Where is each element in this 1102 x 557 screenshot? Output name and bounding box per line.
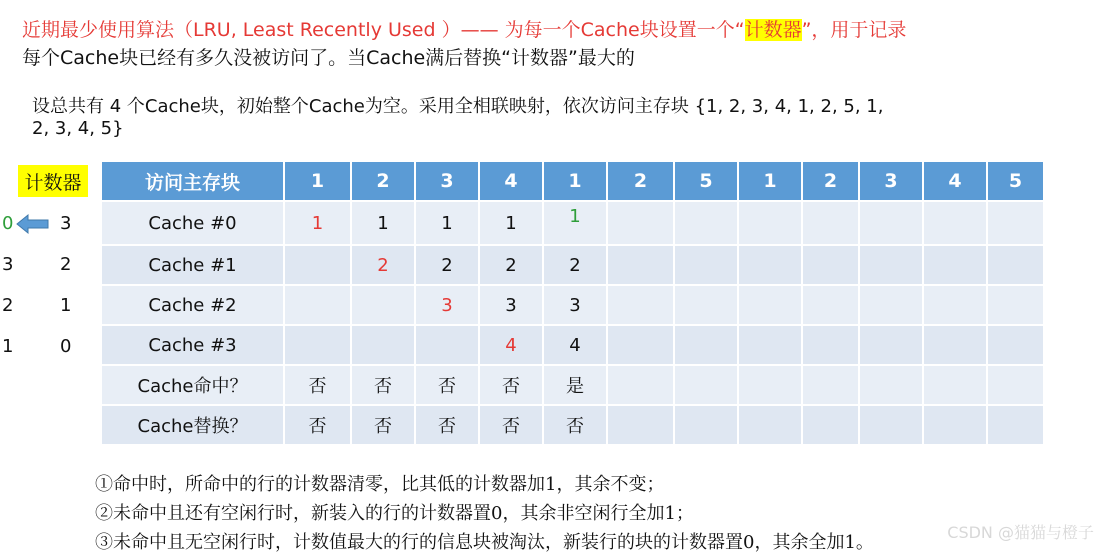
access-block-11: 4 — [924, 162, 986, 200]
table-cell — [739, 326, 801, 364]
table-cell — [860, 202, 922, 244]
table-cell — [860, 246, 922, 284]
lru-term: LRU, Least Recently Used — [193, 19, 436, 41]
counter-old-value: 1 — [2, 336, 14, 357]
table-cell: 1 — [352, 202, 414, 244]
table-cell — [675, 202, 737, 244]
cache-replace-row — [102, 406, 1043, 444]
table-cell — [608, 286, 673, 324]
table-cell: 2 — [416, 246, 478, 284]
cache-line-0 — [102, 202, 1043, 244]
table-cell — [988, 406, 1043, 444]
access-block-7: 5 — [675, 162, 737, 200]
counter-row — [0, 327, 100, 367]
table-cell — [352, 286, 414, 324]
table-cell: 1 — [416, 202, 478, 244]
row-label: Cache #0 — [102, 202, 283, 244]
table-cell — [608, 326, 673, 364]
table-cell: 3 — [480, 286, 542, 324]
table-cell — [988, 246, 1043, 284]
table-header-row — [102, 162, 1043, 200]
table-cell: 否 — [285, 406, 350, 444]
table-cell — [675, 286, 737, 324]
intro-mid: ）—— 为每一个Cache块设置一个“ — [435, 19, 745, 41]
access-block-1: 1 — [285, 162, 350, 200]
counter-new-value: 2 — [60, 254, 72, 275]
table-cell — [608, 366, 673, 404]
left-arrow-icon — [16, 213, 50, 235]
cache-line-3 — [102, 326, 1043, 364]
table-cell: 否 — [480, 406, 542, 444]
table-cell: 是 — [544, 366, 606, 404]
table-cell — [739, 366, 801, 404]
table-cell: 3 — [544, 286, 606, 324]
intro-prefix: 近期最少使用算法（ — [22, 19, 194, 41]
table-cell: 2 — [480, 246, 542, 284]
table-cell — [924, 202, 986, 244]
table-cell — [860, 406, 922, 444]
access-block-10: 3 — [860, 162, 922, 200]
access-header-label: 访问主存块 — [102, 162, 283, 200]
row-label: Cache #2 — [102, 286, 283, 324]
access-block-9: 2 — [803, 162, 858, 200]
table-cell: 4 — [480, 326, 542, 364]
table-cell: 3 — [416, 286, 478, 324]
table-cell — [924, 246, 986, 284]
table-cell — [924, 366, 986, 404]
table-cell — [675, 326, 737, 364]
cache-line-2 — [102, 286, 1043, 324]
row-label: Cache #1 — [102, 246, 283, 284]
table-cell: 1 — [480, 202, 542, 244]
table-cell: 1 — [544, 202, 606, 244]
counter-row — [0, 286, 100, 326]
table-cell: 否 — [544, 406, 606, 444]
table-body — [102, 202, 1043, 444]
access-block-6: 2 — [608, 162, 673, 200]
counter-new-value: 0 — [60, 336, 72, 357]
counter-old-value: 0 — [2, 213, 14, 234]
intro-post: ”，用于记录 — [801, 19, 907, 41]
table-cell — [675, 246, 737, 284]
access-block-4: 4 — [480, 162, 542, 200]
table-cell — [675, 366, 737, 404]
table-cell — [860, 366, 922, 404]
access-block-3: 3 — [416, 162, 478, 200]
intro-line-1 — [22, 15, 906, 42]
rule-miss-full: ③未命中且无空闲行时，计数值最大的行的信息块被淘汰，新装行的块的计数器置0，其余全加1。 — [95, 532, 874, 553]
table-cell — [860, 286, 922, 324]
table-cell — [285, 246, 350, 284]
table-cell — [803, 286, 858, 324]
table-cell — [675, 406, 737, 444]
table-cell: 否 — [416, 366, 478, 404]
table-cell — [285, 326, 350, 364]
access-block-12: 5 — [988, 162, 1043, 200]
counter-new-value: 1 — [60, 295, 72, 316]
table-cell — [739, 406, 801, 444]
table-cell — [608, 202, 673, 244]
cache-line-1 — [102, 246, 1043, 284]
rule-miss-free: ②未命中且还有空闲行时，新装入的行的计数器置0，其余非空闲行全加1； — [95, 503, 694, 524]
table-cell — [608, 246, 673, 284]
table-cell: 否 — [480, 366, 542, 404]
counter-header: 计数器 — [18, 165, 88, 197]
table-cell — [803, 326, 858, 364]
counter-old-value: 3 — [2, 254, 14, 275]
table-cell — [924, 406, 986, 444]
table-cell — [988, 326, 1043, 364]
counter-term: 计数器 — [744, 19, 802, 41]
table-cell — [739, 286, 801, 324]
intro-line-2: 每个Cache块已经有多久没被访问了。当Cache满后替换“计数器”最大的 — [22, 47, 635, 69]
counter-row — [0, 204, 100, 244]
counter-new-value: 3 — [60, 213, 72, 234]
access-block-2: 2 — [352, 162, 414, 200]
table-cell: 1 — [285, 202, 350, 244]
table-cell: 2 — [352, 246, 414, 284]
table-cell — [803, 202, 858, 244]
setup-line-1: 设总共有 4 个Cache块，初始整个Cache为空。采用全相联映射，依次访问主存块 {1, 2, 3, 4, 1, 2, 5, 1, — [32, 96, 884, 117]
table-cell — [988, 286, 1043, 324]
table-cell — [608, 406, 673, 444]
table-cell: 否 — [416, 406, 478, 444]
row-label: Cache命中？ — [102, 366, 283, 404]
setup-line-2: 2, 3, 4, 5} — [32, 118, 124, 139]
table-cell — [739, 246, 801, 284]
counter-old-value: 2 — [2, 295, 14, 316]
rule-hit: ①命中时，所命中的行的计数器清零，比其低的计数器加1，其余不变； — [95, 474, 665, 495]
watermark: CSDN @猫猫与橙子 — [947, 523, 1094, 542]
access-block-5: 1 — [544, 162, 606, 200]
access-block-8: 1 — [739, 162, 801, 200]
table-cell — [860, 326, 922, 364]
table-cell — [416, 326, 478, 364]
table-cell: 2 — [544, 246, 606, 284]
cache-hit-row — [102, 366, 1043, 404]
table-cell: 4 — [544, 326, 606, 364]
counter-row — [0, 245, 100, 285]
lru-table — [100, 160, 1045, 446]
table-cell — [352, 326, 414, 364]
rules-notes — [95, 470, 874, 557]
row-label: Cache #3 — [102, 326, 283, 364]
row-label: Cache替换？ — [102, 406, 283, 444]
table-cell: 否 — [285, 366, 350, 404]
table-cell — [803, 366, 858, 404]
table-cell: 否 — [352, 366, 414, 404]
table-cell — [803, 246, 858, 284]
table-cell — [285, 286, 350, 324]
table-cell — [924, 286, 986, 324]
table-cell — [924, 326, 986, 364]
table-cell — [803, 406, 858, 444]
table-cell — [988, 202, 1043, 244]
table-cell — [739, 202, 801, 244]
table-cell — [988, 366, 1043, 404]
table-cell: 否 — [352, 406, 414, 444]
